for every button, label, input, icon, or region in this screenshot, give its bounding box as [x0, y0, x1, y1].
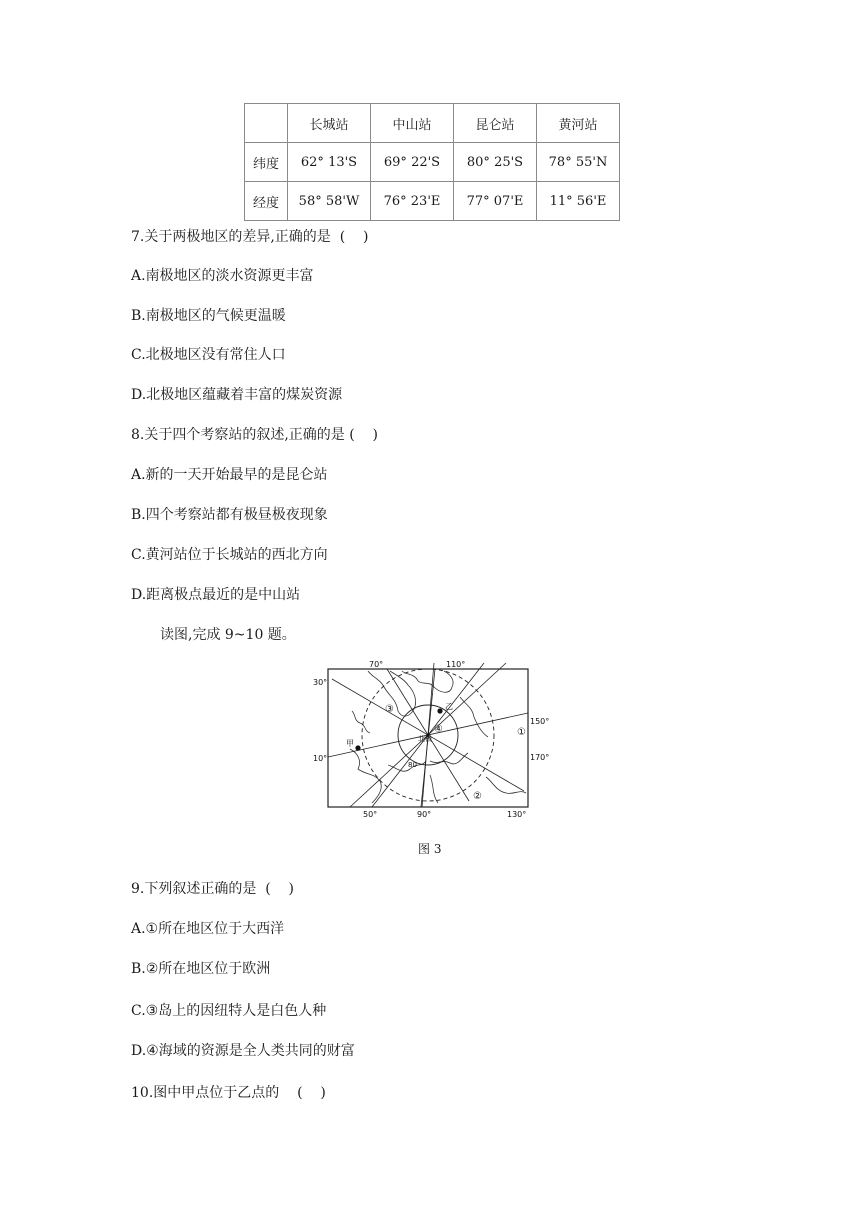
- point-jia-marker: [355, 745, 360, 750]
- figure-caption: 图 3: [418, 842, 442, 856]
- region-marker-3: ③: [385, 704, 394, 715]
- lon-label-150: 150°: [530, 717, 550, 726]
- lon-label-110: 110°: [446, 660, 466, 669]
- latitude-label-80: 80: [408, 761, 417, 769]
- question-9-stem: 9.下列叙述正确的是 ( ): [131, 881, 294, 897]
- table-header-row: [245, 104, 620, 143]
- q9-option-a: A.①所在地区位于大西洋: [131, 921, 285, 937]
- lon-label-130: 130°: [507, 810, 527, 819]
- q7-option-a: A.南极地区的淡水资源更丰富: [131, 268, 314, 284]
- question-8-stem: 8.关于四个考察站的叙述,正确的是 ( ): [131, 427, 378, 443]
- q9-option-b: B.②所在地区位于欧洲: [131, 961, 271, 977]
- row-header: 纬度: [245, 143, 288, 182]
- point-jia-label: 甲: [346, 739, 354, 748]
- arctic-map-figure: [310, 657, 550, 822]
- table-cell: 62° 13'S: [288, 143, 371, 182]
- table-corner-cell: [245, 104, 288, 143]
- question-7-stem: 7.关于两极地区的差异,正确的是 ( ): [131, 229, 369, 245]
- lon-label-90: 90°: [417, 810, 432, 819]
- point-yi-label: 乙: [445, 702, 453, 711]
- table-cell: 11° 56'E: [537, 182, 620, 221]
- column-header: 中山站: [371, 104, 454, 143]
- q9-option-d: D.④海域的资源是全人类共同的财富: [131, 1043, 355, 1059]
- lon-label-70: 70°: [369, 660, 384, 669]
- map-intro: 读图,完成 9~10 题。: [160, 627, 296, 643]
- table-cell: 76° 23'E: [371, 182, 454, 221]
- column-header: 长城站: [288, 104, 371, 143]
- region-marker-1: ①: [517, 727, 526, 738]
- table-cell: 78° 55'N: [537, 143, 620, 182]
- lon-label-50: 50°: [363, 810, 378, 819]
- question-10-stem: 10.图中甲点位于乙点的 ( ): [131, 1085, 326, 1101]
- table-cell: 77° 07'E: [454, 182, 537, 221]
- row-header: 经度: [245, 182, 288, 221]
- q7-option-c: C.北极地区没有常住人口: [131, 347, 286, 363]
- q8-option-d: D.距离极点最近的是中山站: [131, 587, 301, 603]
- q8-option-b: B.四个考察站都有极昼极夜现象: [131, 507, 328, 523]
- q7-option-d: D.北极地区蕴藏着丰富的煤炭资源: [131, 387, 343, 403]
- lon-label-30: 30°: [313, 678, 328, 687]
- table-cell: 69° 22'S: [371, 143, 454, 182]
- q8-option-a: A.新的一天开始最早的是昆仑站: [131, 467, 328, 483]
- q9-option-c: C.③岛上的因纽特人是白色人种: [131, 1003, 327, 1019]
- lon-label-170: 170°: [530, 753, 550, 762]
- table-cell: 58° 58'W: [288, 182, 371, 221]
- lon-label-10: 10°: [313, 754, 328, 763]
- point-yi-marker: [437, 708, 442, 713]
- region-marker-2: ②: [473, 791, 482, 802]
- column-header: 昆仑站: [454, 104, 537, 143]
- region-marker-4: ④: [434, 724, 443, 735]
- table-cell: 80° 25'S: [454, 143, 537, 182]
- table-row-longitude: [245, 182, 620, 221]
- station-table: [244, 103, 620, 221]
- north-pole-label: 北极: [418, 735, 432, 743]
- q7-option-b: B.南极地区的气候更温暖: [131, 308, 286, 324]
- q8-option-c: C.黄河站位于长城站的西北方向: [131, 547, 328, 563]
- column-header: 黄河站: [537, 104, 620, 143]
- table-row-latitude: [245, 143, 620, 182]
